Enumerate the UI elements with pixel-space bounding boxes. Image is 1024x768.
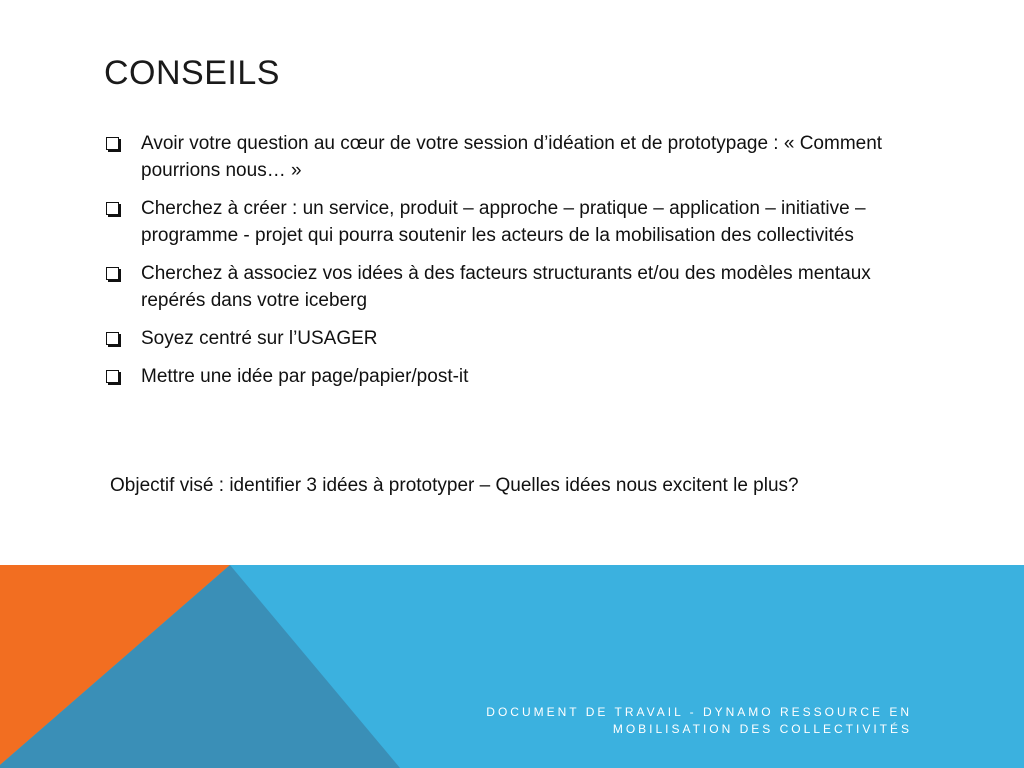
bullet-list — [104, 130, 914, 401]
list-item — [104, 325, 914, 352]
bullet-text: Mettre une idée par page/papier/post-it — [141, 366, 469, 387]
checkbox-icon — [106, 137, 119, 150]
slide-title: CONSEILS — [104, 54, 280, 92]
bullet-text: Cherchez à associez vos idées à des facteurs structurants et/ou des modèles mentaux repérés dans votre iceberg — [141, 263, 871, 311]
list-item — [104, 260, 914, 314]
bullet-text: Soyez centré sur l’USAGER — [141, 328, 378, 349]
footer-line-1: DOCUMENT DE TRAVAIL - DYNAMO RESSOURCE EN — [486, 705, 912, 719]
list-item — [104, 130, 914, 184]
checkbox-icon — [106, 370, 119, 383]
list-item — [104, 195, 914, 249]
list-item — [104, 363, 914, 390]
bullet-text: Cherchez à créer : un service, produit – approche – pratique – application – initiative – programme - projet qui pourra soutenir les acteurs de la mobilisation des collectivités — [141, 198, 866, 246]
checkbox-icon — [106, 267, 119, 280]
checkbox-icon — [106, 202, 119, 215]
bullet-text: Avoir votre question au cœur de votre session d’idéation et de prototypage : « Comment pourrions nous… » — [141, 133, 883, 181]
objective-text: Objectif visé : identifier 3 idées à prototyper – Quelles idées nous excitent le plus? — [110, 475, 799, 496]
checkbox-icon — [106, 332, 119, 345]
footer-text — [392, 704, 912, 738]
footer-line-2: MOBILISATION DES COLLECTIVITÉS — [612, 722, 912, 736]
